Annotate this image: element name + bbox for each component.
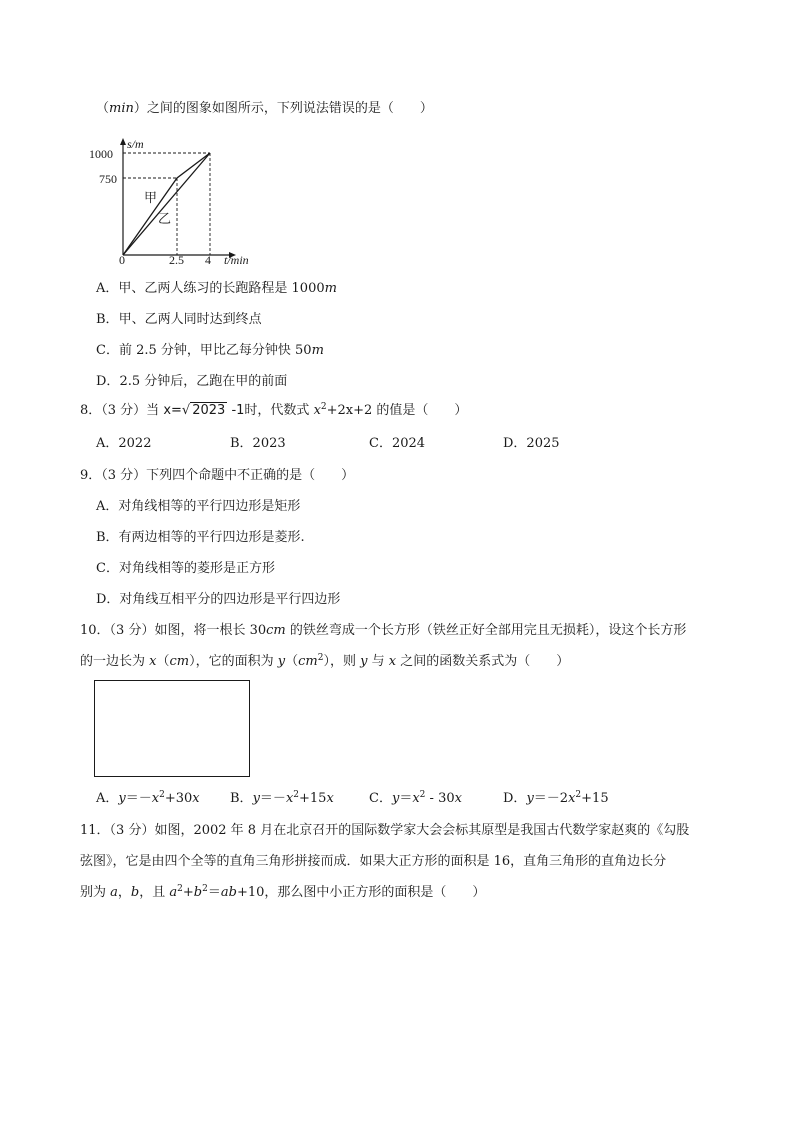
- q8-stem: 8．（3 分）当 x=√ 2023 -1时，代数式 $x^2+2x+2$ 的值是（ ）: [80, 402, 468, 418]
- y-axis-arrow: [120, 138, 126, 145]
- q7-option-d: D．2.5 分钟后，乙跑在甲的前面: [96, 374, 288, 389]
- q7-option-b: B．甲、乙两人同时达到终点: [96, 312, 262, 327]
- x-tick-0: 0: [119, 253, 125, 264]
- q8-option-d: D．2025: [503, 436, 560, 451]
- q7-option-a: A．甲、乙两人练习的长跑路程是 1000m: [96, 281, 337, 296]
- q10-option-c: C．$y=x^2 - 30x$: [369, 790, 462, 806]
- q7-option-c: C．前 2.5 分钟，甲比乙每分钟快 50m: [96, 343, 324, 358]
- q10-rectangle-figure: [94, 680, 250, 777]
- q8-option-b: B．2023: [230, 436, 286, 451]
- q10-option-b: B．$y=-x^2+15x$: [230, 790, 334, 806]
- line-yi: [123, 153, 210, 255]
- q8-option-c: C．2024: [369, 436, 426, 451]
- q7-stem: （min）之间的图象如图所示，下列说法错误的是（ ）: [96, 101, 433, 116]
- q11-stem-line1: 11．（3 分）如图，2002 年 8 月在北京召开的国际数学家大会会标其原型是我国古代数学家赵爽的《勾股: [80, 823, 690, 838]
- label-yi: 乙: [158, 211, 172, 226]
- q10-stem-line1: 10．（3 分）如图，将一根长 30cm 的铁丝弯成一个长方形（铁丝正好全部用完且无损耗），设这个长方形: [80, 623, 687, 638]
- q10-option-a: A．$y=-x^2+30x$: [96, 790, 200, 806]
- y-axis-label: s/m: [127, 137, 144, 151]
- q9-option-d: D．对角线互相平分的四边形是平行四边形: [96, 592, 341, 607]
- label-jia: 甲: [144, 190, 158, 205]
- q10-stem-line2: 的一边长为 x（cm），它的面积为 $y(cm^2)$，则 y 与 x 之间的函数关系式为（ ）: [80, 653, 570, 669]
- q10-option-d: D．$y=-2x^2+15$: [503, 790, 609, 806]
- q8-option-a: A．2022: [96, 436, 152, 451]
- x-axis-label: t/min: [224, 253, 249, 264]
- q9-option-b: B．有两边相等的平行四边形是菱形.: [96, 530, 305, 545]
- q9-stem: 9．（3 分）下列四个命题中不正确的是（ ）: [80, 468, 355, 483]
- q9-option-c: C．对角线相等的菱形是正方形: [96, 561, 275, 576]
- x-tick-2-5: 2.5: [169, 253, 184, 264]
- q7-distance-time-graph: [86, 136, 256, 264]
- q11-stem-line2: 弦图》，它是由四个全等的直角三角形拼接而成．如果大正方形的面积是 16，直角三角形的直角边长分: [80, 854, 667, 869]
- y-tick-1000: 1000: [89, 147, 113, 161]
- x-tick-4: 4: [205, 253, 211, 264]
- q9-option-a: A．对角线相等的平行四边形是矩形: [96, 499, 301, 514]
- y-tick-750: 750: [99, 172, 117, 186]
- q11-stem-line3: 别为 a，b，且 $a^2+b^2=ab+10$，那么图中小正方形的面积是（ ）: [80, 884, 486, 900]
